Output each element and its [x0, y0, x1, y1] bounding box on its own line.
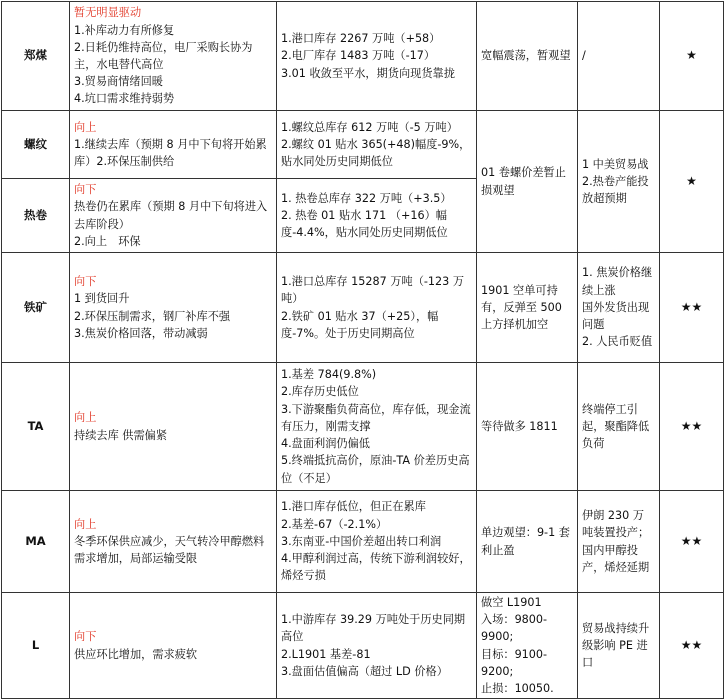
fundamentals-cell	[277, 2, 477, 111]
fundamental-line: 1.港口库存低位，但正在累库	[281, 500, 426, 514]
commodity-name: 螺纹	[2, 111, 70, 179]
fundamental-line: 2.螺纹 01 贴水 365(+48)幅度-9%，贴水同处历史同期低位	[281, 137, 471, 169]
risk-cell	[578, 253, 660, 363]
fundamental-line: 2.电厂库存 1483 万吨（-17）	[281, 49, 436, 63]
fundamental-line: 3.东南亚-中国价差超出转口利润	[281, 534, 442, 548]
driver-line: 4.坑口需求维持弱势	[74, 92, 175, 106]
risk-line: 国外发货出现问题	[582, 300, 650, 332]
risk-line: 1. 焦炭价格继续上涨	[582, 266, 653, 297]
fundamentals-cell	[277, 363, 477, 491]
drivers-cell	[70, 2, 277, 111]
fundamental-line: 2.铁矿 01 贴水 37（+25），幅度-7%。处于历史同期高位	[281, 309, 439, 340]
commodity-name: 郑煤	[2, 2, 70, 111]
row-ta	[2, 363, 724, 491]
risk-cell: /	[578, 2, 660, 111]
strategy-cell: 单边观望：9-1 套利止盈	[477, 491, 578, 593]
fundamental-line: 4.甲醇利润过高，传统下游利润较好，烯烃亏损	[281, 552, 471, 583]
driver-line: 冬季环保供应减少，天气转冷甲醇燃料需求增加，局部运输受限	[74, 534, 265, 566]
direction-label: 向下	[74, 630, 97, 644]
driver-line: 热卷仍在累库（预期 8 月中下旬将进入去库阶段）	[74, 200, 268, 231]
driver-line: 供应环比增加，需求疲软	[74, 647, 198, 661]
direction-label: 向上	[74, 120, 97, 134]
rating-stars: ★★	[660, 491, 724, 593]
rating-stars: ★★	[660, 253, 724, 363]
fundamentals-cell	[277, 593, 477, 699]
drivers-cell	[70, 363, 277, 491]
fundamentals-cell	[277, 491, 477, 593]
fundamental-line: 1.螺纹总库存 612 万吨（-5 万吨）	[281, 120, 458, 134]
driver-line: 1.补库动力有所修复	[74, 23, 175, 37]
row-ma	[2, 491, 724, 593]
steel-strategy-cell: 01 卷螺价差暂止损观望	[477, 111, 578, 253]
drivers-cell	[70, 491, 277, 593]
drivers-cell	[70, 111, 277, 179]
risk-cell: 伊朗 230 万吨装置投产；国内甲醇投产，烯烃延期	[578, 491, 660, 593]
strategy-line: 目标：9100-9200;	[481, 647, 548, 678]
direction-label: 暂无明显驱动	[74, 6, 142, 20]
driver-line: 2.日耗仍维持高位，电厂采购长协为主，水电替代高位	[74, 40, 253, 71]
row-coal	[2, 2, 724, 111]
commodity-name: 热卷	[2, 179, 70, 253]
fundamental-line: 3.01 收敛至平水，期货向现货靠拢	[281, 66, 455, 80]
driver-line: 2.向上 环保	[74, 234, 141, 248]
fundamentals-cell	[277, 253, 477, 363]
direction-label: 向上	[74, 517, 97, 531]
fundamental-line: 2. 热卷 01 贴水 171 （+16）幅度-4.4%，贴水同处历史同期低位	[281, 208, 448, 240]
row-rebar	[2, 111, 724, 179]
fundamental-line: 1.港口库存 2267 万吨（+58）	[281, 32, 441, 46]
risk-cell: 贸易战持续升级影响 PE 进口	[578, 593, 660, 699]
risk-cell: 终端停工引起，聚酯降低负荷	[578, 363, 660, 491]
rating-stars: ★★	[660, 363, 724, 491]
driver-line: 3.焦炭价格回落，带动减弱	[74, 326, 208, 340]
row-l	[2, 593, 724, 699]
fundamental-line: 3.盘面估值偏高（超过 LD 价格）	[281, 664, 448, 678]
fundamental-line: 2.L1901 基差-81	[281, 647, 371, 661]
strategy-line: 止损：10050.	[481, 682, 554, 696]
fundamental-line: 5.终端抵抗高价，原油-TA 价差历史高位（不足）	[281, 454, 470, 485]
driver-line: 2.环保压制需求，钢厂补库不强	[74, 309, 231, 323]
commodity-strategy-table	[1, 1, 724, 699]
strategy-cell: 宽幅震荡，暂观望	[477, 2, 578, 111]
risk-line: 2. 人民币贬值	[582, 335, 653, 349]
fundamental-line: 4.盘面利润仍偏低	[281, 437, 370, 451]
fundamentals-cell	[277, 179, 477, 253]
fundamental-line: 3.下游聚酯负荷高位，库存低，现金流有压力，刚需支撑	[281, 402, 471, 433]
strategy-line: 入场：9800-9900;	[481, 613, 548, 644]
strategy-line: 做空 L1901	[481, 596, 542, 609]
strategy-cell: 1901 空单可持有，反弹至 500 上方择机加空	[477, 253, 578, 363]
driver-line: 持续去库 供需偏紧	[74, 428, 168, 442]
commodity-name: TA	[2, 363, 70, 491]
commodity-name: 铁矿	[2, 253, 70, 363]
risk-line: 2.热卷产能投放超预期	[582, 174, 649, 206]
steel-risk-cell	[578, 111, 660, 253]
fundamental-line: 1.中游库存 39.29 万吨处于历史同期高位	[281, 613, 466, 644]
drivers-cell	[70, 179, 277, 253]
fundamental-line: 1.基差 784(9.8%)	[281, 368, 377, 382]
driver-line: 1 到货回升	[74, 292, 130, 306]
direction-label: 向下	[74, 183, 97, 197]
rating-stars: ★	[660, 111, 724, 253]
rating-stars: ★★	[660, 593, 724, 699]
rating-stars: ★	[660, 2, 724, 111]
drivers-cell	[70, 593, 277, 699]
fundamentals-cell	[277, 111, 477, 179]
row-iron-ore	[2, 253, 724, 363]
drivers-cell	[70, 253, 277, 363]
fundamental-line: 2.库存历史低位	[281, 385, 359, 399]
strategy-cell	[477, 593, 578, 699]
fundamental-line: 1. 热卷总库存 322 万吨（+3.5）	[281, 191, 452, 205]
fundamental-line: 1.港口总库存 15287 万吨（-123 万吨）	[281, 275, 465, 306]
driver-line: 3.贸易商情绪回暖	[74, 75, 163, 89]
driver-line: 1.继续去库（预期 8 月中下旬将开始累库）2.环保压制供给	[74, 137, 267, 169]
commodity-name: MA	[2, 491, 70, 593]
direction-label: 向上	[74, 411, 97, 425]
direction-label: 向下	[74, 275, 97, 289]
fundamental-line: 2.基差-67（-2.1%）	[281, 517, 388, 531]
risk-line: 1 中美贸易战	[582, 157, 649, 171]
strategy-cell: 等待做多 1811	[477, 363, 578, 491]
commodity-name: L	[2, 593, 70, 699]
